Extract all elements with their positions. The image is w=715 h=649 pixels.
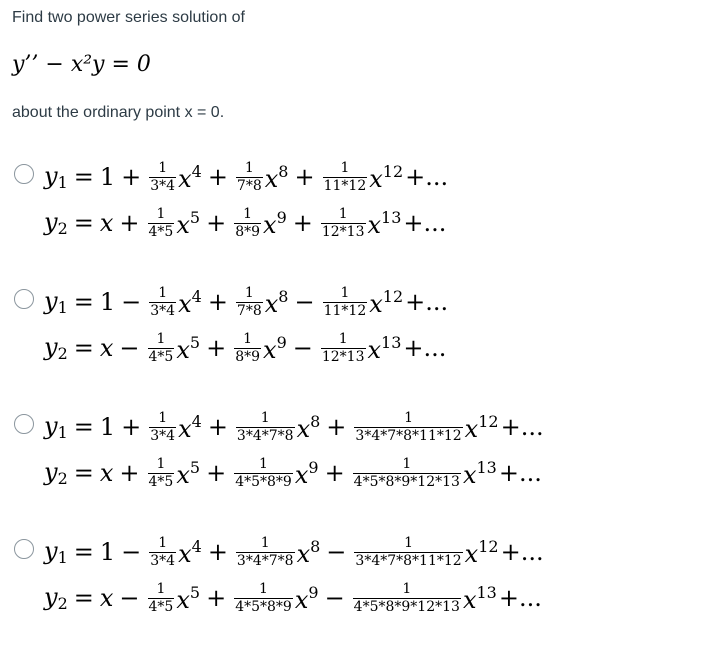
series-operator: + xyxy=(121,413,142,441)
power-base: x xyxy=(178,289,192,318)
fraction-numerator: 1 xyxy=(404,409,413,426)
power-base: x xyxy=(296,414,311,443)
power-term xyxy=(176,458,200,489)
series-operator: + xyxy=(119,459,140,487)
coefficient-fraction xyxy=(234,332,261,364)
power-exponent: 12 xyxy=(478,536,499,556)
series-continuation: +... xyxy=(498,459,542,487)
series-lead-term: 1 xyxy=(99,163,116,191)
coefficient-fraction xyxy=(321,207,366,239)
fraction-denominator: 4*5*8*9 xyxy=(235,473,292,490)
power-term xyxy=(369,162,403,193)
question-prompt: Find two power series solution of xyxy=(12,9,245,26)
series-operator: + xyxy=(207,538,228,566)
coefficient-fraction xyxy=(353,457,461,489)
series-operator: + xyxy=(207,163,228,191)
power-term xyxy=(265,162,289,193)
option-3-y1 xyxy=(44,404,544,450)
option-2-radio[interactable] xyxy=(14,289,34,309)
power-base: x xyxy=(263,210,277,239)
power-term xyxy=(263,208,287,239)
fraction-numerator: 1 xyxy=(244,159,254,176)
coefficient-fraction xyxy=(236,286,263,318)
power-exponent: 5 xyxy=(189,207,201,227)
power-exponent: 4 xyxy=(191,286,202,306)
power-term xyxy=(176,208,200,239)
power-base: x xyxy=(176,585,190,614)
power-exponent: 12 xyxy=(382,161,404,181)
fraction-denominator: 3*4 xyxy=(150,427,176,444)
power-exponent: 13 xyxy=(476,582,497,602)
power-exponent: 5 xyxy=(189,582,201,602)
power-term xyxy=(297,537,321,568)
fraction-denominator: 3*4 xyxy=(150,552,176,569)
series-continuation: +... xyxy=(403,209,447,237)
power-base: x xyxy=(178,164,192,193)
power-term xyxy=(178,412,202,443)
series-operator: − xyxy=(119,584,140,612)
function-letter: y xyxy=(44,412,58,440)
function-letter: y xyxy=(44,583,58,611)
fraction-denominator: 4*5*8*9*12*13 xyxy=(353,598,460,615)
fraction-numerator: 1 xyxy=(244,284,254,301)
fraction-denominator: 7*8 xyxy=(236,302,262,319)
fraction-numerator: 1 xyxy=(158,409,168,426)
power-term xyxy=(369,287,403,318)
equals-sign: = xyxy=(73,288,94,316)
fraction-numerator: 1 xyxy=(340,284,350,301)
equals-sign: = xyxy=(73,163,94,191)
fraction-denominator: 8*9 xyxy=(235,223,261,240)
fraction-numerator: 1 xyxy=(156,455,166,472)
fraction-numerator: 1 xyxy=(156,580,166,597)
coefficient-fraction xyxy=(234,207,261,239)
power-base: x xyxy=(464,414,479,443)
fraction-denominator: 12*13 xyxy=(321,223,365,240)
coefficient-fraction xyxy=(321,332,366,364)
series-operator: + xyxy=(206,334,227,362)
equals-sign: = xyxy=(73,413,94,441)
fraction-numerator: 1 xyxy=(158,159,168,176)
power-exponent: 9 xyxy=(308,457,319,477)
series-continuation: +... xyxy=(405,163,449,191)
function-label xyxy=(44,162,68,192)
power-exponent: 8 xyxy=(278,161,289,181)
power-base: x xyxy=(294,460,309,489)
fraction-numerator: 1 xyxy=(243,205,253,222)
coefficient-fraction xyxy=(236,411,295,443)
power-base: x xyxy=(263,335,277,364)
option-3[interactable] xyxy=(14,409,704,524)
power-base: x xyxy=(296,539,311,568)
series-operator: + xyxy=(324,459,345,487)
fraction-denominator: 4*5 xyxy=(148,223,174,240)
fraction-denominator: 4*5 xyxy=(148,598,174,615)
option-2[interactable] xyxy=(14,284,704,399)
function-label xyxy=(44,412,68,442)
coefficient-fraction xyxy=(148,582,175,614)
power-term xyxy=(297,412,321,443)
power-term xyxy=(465,537,499,568)
series-operator: + xyxy=(207,413,228,441)
power-base: x xyxy=(464,539,479,568)
power-exponent: 8 xyxy=(310,536,321,556)
fraction-denominator: 3*4*7*8 xyxy=(236,552,294,569)
coefficient-fraction xyxy=(149,411,176,443)
coefficient-fraction xyxy=(354,411,462,443)
power-exponent: 9 xyxy=(276,332,287,352)
option-4-y1 xyxy=(44,529,544,575)
option-1[interactable] xyxy=(14,159,704,274)
power-exponent: 12 xyxy=(478,411,499,431)
question-equation: y’’ − x²y = 0 xyxy=(12,52,151,77)
fraction-numerator: 1 xyxy=(402,580,412,597)
coefficient-fraction xyxy=(148,332,175,364)
fraction-numerator: 1 xyxy=(158,284,168,301)
power-base: x xyxy=(367,335,382,364)
fraction-numerator: 1 xyxy=(259,455,268,472)
power-exponent: 4 xyxy=(191,161,202,181)
series-operator: + xyxy=(294,163,315,191)
series-continuation: +... xyxy=(498,584,542,612)
power-base: x xyxy=(176,460,190,489)
coefficient-fraction xyxy=(234,582,293,614)
fraction-denominator: 8*9 xyxy=(235,348,261,365)
fraction-denominator: 4*5*8*9*12*13 xyxy=(353,473,460,490)
power-exponent: 5 xyxy=(189,457,201,477)
series-lead-term: x xyxy=(99,459,114,487)
coefficient-fraction xyxy=(236,536,295,568)
coefficient-fraction xyxy=(234,457,293,489)
power-term xyxy=(265,287,289,318)
power-exponent: 4 xyxy=(191,411,202,431)
option-4-radio[interactable] xyxy=(14,539,34,559)
series-operator: + xyxy=(206,209,227,237)
fraction-numerator: 1 xyxy=(158,534,168,551)
fraction-numerator: 1 xyxy=(260,534,270,551)
fraction-denominator: 12*13 xyxy=(321,348,365,365)
power-term xyxy=(176,583,200,614)
equals-sign: = xyxy=(73,538,94,566)
series-lead-term: 1 xyxy=(99,538,116,566)
power-term xyxy=(368,333,402,364)
fraction-denominator: 3*4*7*8 xyxy=(236,427,294,444)
fraction-denominator: 3*4 xyxy=(150,177,176,194)
fraction-denominator: 3*4*7*8*11*12 xyxy=(355,427,462,444)
series-operator: + xyxy=(121,163,142,191)
power-base: x xyxy=(178,539,192,568)
fraction-denominator: 3*4 xyxy=(150,302,176,319)
coefficient-fraction xyxy=(149,286,176,318)
series-operator: − xyxy=(121,288,142,316)
fraction-denominator: 11*12 xyxy=(323,177,367,194)
fraction-denominator: 7*8 xyxy=(236,177,262,194)
power-term xyxy=(465,412,499,443)
power-base: x xyxy=(462,460,477,489)
coefficient-fraction xyxy=(236,161,263,193)
option-3-radio[interactable] xyxy=(14,414,34,434)
fraction-numerator: 1 xyxy=(340,159,350,176)
power-exponent: 12 xyxy=(382,286,404,306)
function-subscript: 2 xyxy=(57,219,68,238)
series-operator: − xyxy=(324,584,345,612)
series-lead-term: x xyxy=(99,584,114,612)
power-base: x xyxy=(178,414,192,443)
power-exponent: 13 xyxy=(381,332,402,352)
series-continuation: +... xyxy=(405,288,449,316)
power-exponent: 9 xyxy=(276,207,287,227)
series-operator: + xyxy=(207,288,228,316)
power-base: x xyxy=(264,164,279,193)
coefficient-fraction xyxy=(353,582,461,614)
function-letter: y xyxy=(44,537,58,565)
fraction-numerator: 1 xyxy=(338,330,348,347)
series-operator: − xyxy=(121,538,142,566)
option-4[interactable] xyxy=(14,534,704,649)
coefficient-fraction xyxy=(323,161,368,193)
function-subscript: 1 xyxy=(57,548,68,567)
power-term xyxy=(178,537,202,568)
power-term xyxy=(463,583,497,614)
coefficient-fraction xyxy=(354,536,462,568)
series-lead-term: x xyxy=(99,334,114,362)
coefficient-fraction xyxy=(148,457,175,489)
option-2-y1 xyxy=(44,279,448,325)
fraction-numerator: 1 xyxy=(402,455,412,472)
coefficient-fraction xyxy=(149,536,176,568)
option-1-y2 xyxy=(44,200,446,246)
option-4-y2 xyxy=(44,575,542,621)
power-term xyxy=(368,208,402,239)
series-operator: − xyxy=(119,334,140,362)
coefficient-fraction xyxy=(148,207,175,239)
function-subscript: 2 xyxy=(57,344,68,363)
power-exponent: 13 xyxy=(476,457,497,477)
power-term xyxy=(463,458,497,489)
function-letter: y xyxy=(44,458,58,486)
function-label xyxy=(44,208,68,238)
power-exponent: 8 xyxy=(310,411,321,431)
power-base: x xyxy=(176,210,190,239)
fraction-numerator: 1 xyxy=(156,330,166,347)
series-operator: + xyxy=(119,209,140,237)
series-lead-term: 1 xyxy=(99,288,116,316)
function-subscript: 2 xyxy=(57,594,68,613)
fraction-numerator: 1 xyxy=(259,580,268,597)
function-letter: y xyxy=(44,162,58,190)
fraction-denominator: 3*4*7*8*11*12 xyxy=(355,552,462,569)
power-exponent: 5 xyxy=(189,332,201,352)
option-1-y1 xyxy=(44,154,448,200)
function-letter: y xyxy=(44,208,58,236)
fraction-numerator: 1 xyxy=(338,205,348,222)
series-operator: − xyxy=(294,288,315,316)
function-label xyxy=(44,537,68,567)
power-base: x xyxy=(369,164,383,193)
fraction-denominator: 4*5 xyxy=(148,473,174,490)
equals-sign: = xyxy=(73,584,94,612)
option-1-radio[interactable] xyxy=(14,164,34,184)
fraction-denominator: 4*5 xyxy=(148,348,174,365)
function-label xyxy=(44,583,68,613)
series-continuation: +... xyxy=(403,334,447,362)
power-base: x xyxy=(264,289,279,318)
power-exponent: 13 xyxy=(381,207,402,227)
fraction-numerator: 1 xyxy=(156,205,166,222)
power-term xyxy=(176,333,200,364)
series-operator: + xyxy=(206,584,227,612)
function-subscript: 1 xyxy=(57,173,68,192)
power-exponent: 9 xyxy=(308,582,319,602)
series-continuation: +... xyxy=(500,413,544,441)
power-base: x xyxy=(294,585,309,614)
power-exponent: 4 xyxy=(191,536,202,556)
function-label xyxy=(44,287,68,317)
function-subscript: 2 xyxy=(57,469,68,488)
power-term xyxy=(295,583,319,614)
equals-sign: = xyxy=(73,459,94,487)
option-3-y2 xyxy=(44,450,542,496)
coefficient-fraction xyxy=(323,286,368,318)
equals-sign: = xyxy=(73,209,94,237)
series-lead-term: x xyxy=(99,209,114,237)
option-2-y2 xyxy=(44,325,446,371)
power-term xyxy=(263,333,287,364)
series-operator: + xyxy=(206,459,227,487)
power-exponent: 8 xyxy=(278,286,289,306)
function-letter: y xyxy=(44,333,58,361)
fraction-denominator: 4*5*8*9 xyxy=(235,598,292,615)
power-term xyxy=(178,287,202,318)
series-operator: + xyxy=(326,413,347,441)
fraction-numerator: 1 xyxy=(404,534,413,551)
function-label xyxy=(44,333,68,363)
question-about: about the ordinary point x = 0. xyxy=(12,104,225,121)
fraction-numerator: 1 xyxy=(260,409,270,426)
power-term xyxy=(178,162,202,193)
series-operator: − xyxy=(326,538,347,566)
function-subscript: 1 xyxy=(57,298,68,317)
power-base: x xyxy=(462,585,477,614)
series-lead-term: 1 xyxy=(99,413,116,441)
function-label xyxy=(44,458,68,488)
series-operator: + xyxy=(292,209,313,237)
power-base: x xyxy=(176,335,190,364)
fraction-denominator: 11*12 xyxy=(323,302,367,319)
power-base: x xyxy=(367,210,382,239)
series-continuation: +... xyxy=(500,538,544,566)
coefficient-fraction xyxy=(149,161,176,193)
equals-sign: = xyxy=(73,334,94,362)
power-term xyxy=(295,458,319,489)
series-operator: − xyxy=(292,334,313,362)
function-letter: y xyxy=(44,287,58,315)
function-subscript: 1 xyxy=(57,423,68,442)
fraction-numerator: 1 xyxy=(243,330,253,347)
power-base: x xyxy=(369,289,383,318)
